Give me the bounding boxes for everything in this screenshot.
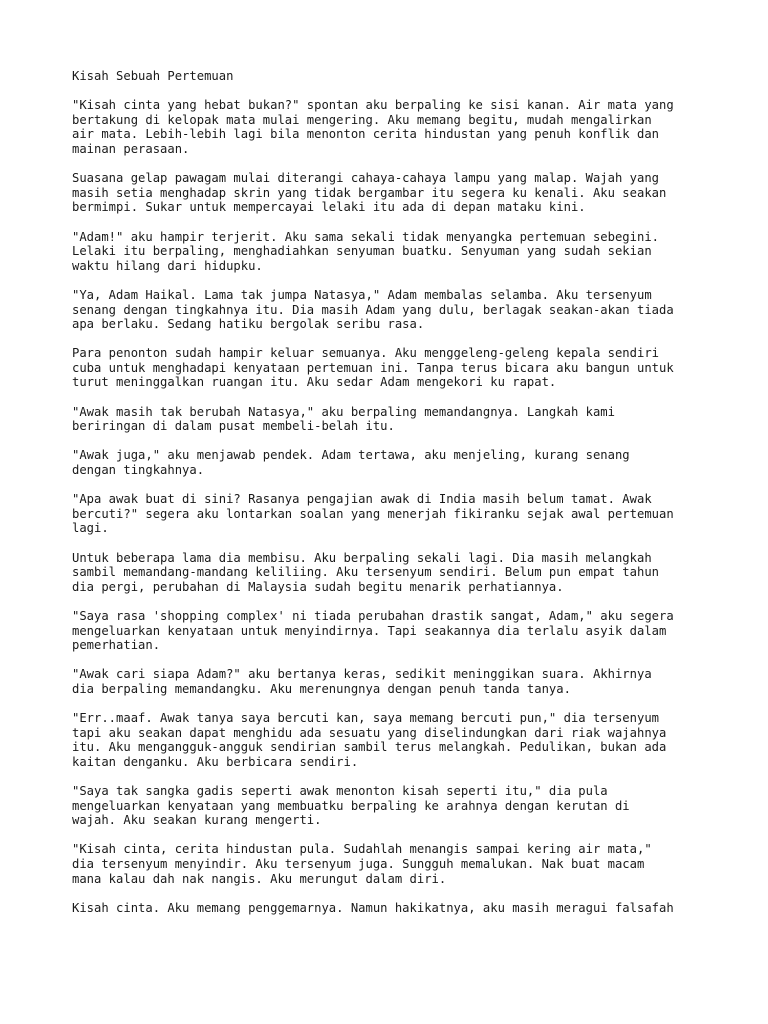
text-line: masih setia menghadap skrin yang tidak bergambar itu segera ku kenali. Aku seakan	[72, 185, 667, 200]
paragraph	[72, 405, 712, 434]
paragraph	[72, 288, 712, 332]
paragraph	[72, 711, 712, 769]
text-line: dia berpaling memandangku. Aku merenungnya dengan penuh tanda tanya.	[72, 681, 571, 696]
paragraph	[72, 171, 712, 215]
text-line: "Adam!" aku hampir terjerit. Aku sama sekali tidak menyangka pertemuan sebegini.	[72, 229, 659, 244]
text-line: lagi.	[72, 521, 109, 536]
text-line: sambil memandang-mandang keliliing. Aku tersenyum sendiri. Belum pun empat tahun	[72, 565, 659, 580]
text-line: bercuti?" segera aku lontarkan soalan yang menerjah fikiranku sejak awal pertemuan	[72, 506, 674, 521]
text-line: beriringan di dalam pusat membeli-belah itu.	[72, 419, 395, 434]
text-line: "Kisah cinta yang hebat bukan?" spontan aku berpaling ke sisi kanan. Air mata yang	[72, 98, 674, 113]
text-line: Lelaki itu berpaling, menghadiahkan senyuman buatku. Senyuman yang sudah sekian	[72, 244, 652, 259]
text-line: mana kalau dah nak nangis. Aku merungut dalam diri.	[72, 871, 447, 886]
text-line: bermimpi. Sukar untuk mempercayai lelaki itu ada di depan mataku kini.	[72, 200, 586, 215]
text-line: turut meninggalkan ruangan itu. Aku sedar Adam mengekori ku rapat.	[72, 375, 557, 390]
text-line: "Apa awak buat di sini? Rasanya pengajian awak di India masih belum tamat. Awak	[72, 492, 652, 507]
document-body	[72, 98, 712, 915]
text-line: pemerhatian.	[72, 638, 161, 653]
text-line: wajah. Aku seakan kurang mengerti.	[72, 813, 322, 828]
text-line: kaitan denganku. Aku berbicara sendiri.	[72, 754, 359, 769]
text-line: Untuk beberapa lama dia membisu. Aku berpaling sekali lagi. Dia masih melangkah	[72, 550, 652, 565]
text-line: Kisah cinta. Aku memang penggemarnya. Namun hakikatnya, aku masih meragui falsafah	[72, 900, 674, 915]
text-line: bertakung di kelopak mata mulai mengering. Aku memang begitu, mudah mengalirkan	[72, 112, 652, 127]
text-line: mengeluarkan kenyataan untuk menyindirnya. Tapi seakannya dia terlalu asyik dalam	[72, 623, 667, 638]
text-line: "Kisah cinta, cerita hindustan pula. Sudahlah menangis sampai kering air mata,"	[72, 842, 652, 857]
document-page	[72, 69, 712, 930]
paragraph	[72, 901, 712, 916]
text-line: "Saya rasa 'shopping complex' ni tiada perubahan drastik sangat, Adam," aku segera	[72, 608, 674, 623]
text-line: "Awak masih tak berubah Natasya," aku berpaling memandangnya. Langkah kami	[72, 404, 615, 419]
paragraph	[72, 346, 712, 390]
text-line: itu. Aku mengangguk-angguk sendirian sambil terus melangkah. Pedulikan, bukan ada	[72, 740, 667, 755]
paragraph	[72, 784, 712, 828]
text-line: "Saya tak sangka gadis seperti awak menonton kisah seperti itu," dia pula	[72, 784, 608, 799]
text-line: "Awak juga," aku menjawab pendek. Adam tertawa, aku menjeling, kurang senang	[72, 448, 630, 463]
paragraph	[72, 842, 712, 886]
text-line: mengeluarkan kenyataan yang membuatku berpaling ke arahnya dengan kerutan di	[72, 798, 630, 813]
paragraph	[72, 98, 712, 156]
text-line: senang dengan tingkahnya itu. Dia masih Adam yang dulu, berlagak seakan-akan tiada	[72, 302, 674, 317]
paragraph	[72, 551, 712, 595]
document-title: Kisah Sebuah Pertemuan	[72, 69, 234, 83]
text-line: apa berlaku. Sedang hatiku bergolak seribu rasa.	[72, 317, 425, 332]
text-line: Para penonton sudah hampir keluar semuanya. Aku menggeleng-geleng kepala sendiri	[72, 346, 659, 361]
text-line: tapi aku seakan dapat menghidu ada sesuatu yang diselindungkan dari riak wajahnya	[72, 725, 667, 740]
paragraph	[72, 448, 712, 477]
paragraph	[72, 230, 712, 274]
text-line: mainan perasaan.	[72, 141, 190, 156]
paragraph	[72, 667, 712, 696]
text-line: "Ya, Adam Haikal. Lama tak jumpa Natasya," Adam membalas selamba. Aku tersenyum	[72, 287, 652, 302]
text-line: dengan tingkahnya.	[72, 463, 205, 478]
paragraph	[72, 492, 712, 536]
text-line: cuba untuk menghadapi kenyataan pertemuan ini. Tanpa terus bicara aku bangun untuk	[72, 360, 674, 375]
text-line: dia tersenyum menyindir. Aku tersenyum juga. Sungguh memalukan. Nak buat macam	[72, 857, 645, 872]
text-line: "Awak cari siapa Adam?" aku bertanya keras, sedikit meninggikan suara. Akhirnya	[72, 667, 652, 682]
text-line: "Err..maaf. Awak tanya saya bercuti kan, saya memang bercuti pun," dia tersenyum	[72, 711, 659, 726]
paragraph	[72, 609, 712, 653]
text-line: waktu hilang dari hidupku.	[72, 258, 263, 273]
text-line: air mata. Lebih-lebih lagi bila menonton cerita hindustan yang penuh konflik dan	[72, 127, 659, 142]
text-line: Suasana gelap pawagam mulai diterangi cahaya-cahaya lampu yang malap. Wajah yang	[72, 171, 659, 186]
text-line: dia pergi, perubahan di Malaysia sudah begitu menarik perhatiannya.	[72, 579, 564, 594]
